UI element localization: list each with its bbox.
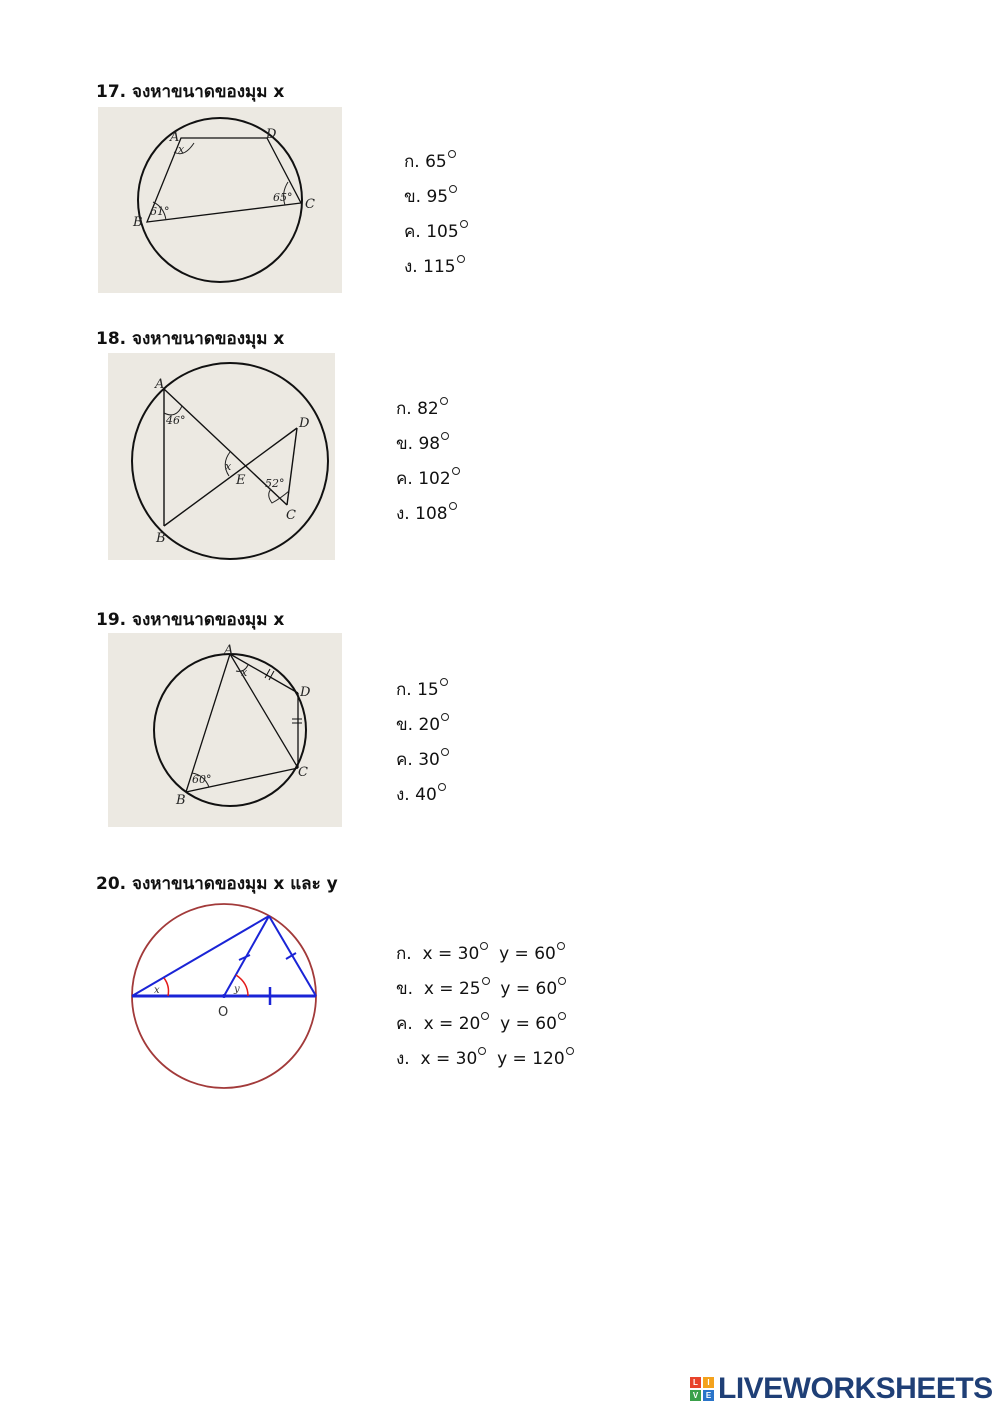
choice-y-value: y = 120: [497, 1049, 565, 1069]
choice-value: 40: [415, 785, 437, 805]
degree-icon: [482, 977, 490, 985]
label-b: B: [156, 531, 166, 546]
choice-value: 95: [426, 187, 449, 207]
label-x: x: [241, 666, 248, 679]
degree-icon: [481, 1012, 489, 1020]
choice-x-value: x = 25: [423, 979, 481, 999]
choice-c[interactable]: [404, 218, 468, 245]
choice-b[interactable]: [404, 183, 457, 210]
degree-icon: [558, 1012, 566, 1020]
degree-icon: [441, 713, 449, 721]
choice-c[interactable]: [396, 465, 460, 492]
angle-label-b: 60°: [192, 773, 212, 786]
choice-value: 115: [423, 257, 456, 277]
label-x: x: [154, 985, 160, 996]
degree-icon: [480, 942, 488, 950]
logo-letter-i: I: [703, 1377, 714, 1388]
choice-prefix: ก.: [396, 399, 412, 419]
question-18-figure: [108, 353, 335, 560]
choice-y-value: y = 60: [500, 979, 558, 999]
degree-icon: [449, 502, 457, 510]
label-x: x: [178, 143, 185, 156]
choice-b[interactable]: [396, 711, 449, 738]
choice-prefix: ง.: [396, 785, 410, 805]
choice-a[interactable]: [396, 940, 565, 967]
choice-c[interactable]: [396, 1010, 566, 1037]
label-a: A: [155, 377, 165, 392]
choice-prefix: ข.: [404, 187, 422, 207]
label-y: y: [234, 984, 240, 995]
label-o: O: [218, 1005, 229, 1020]
angle-label-c: 52°: [265, 477, 285, 490]
degree-icon: [449, 185, 457, 193]
logo-letter-v: V: [690, 1390, 701, 1401]
angle-label-b: 61°: [150, 205, 170, 218]
choice-prefix: ข.: [396, 979, 414, 999]
choice-prefix: ก.: [396, 944, 412, 964]
liveworksheets-footer: [690, 1372, 993, 1406]
label-c: C: [305, 197, 315, 212]
choice-value: 108: [415, 504, 448, 524]
choice-prefix: ค.: [396, 750, 413, 770]
degree-icon: [441, 432, 449, 440]
choice-prefix: ข.: [396, 434, 414, 454]
label-e: E: [236, 473, 246, 488]
question-18-title: 18. จงหาขนาดของมุม x: [96, 329, 285, 349]
choice-value: 30: [418, 750, 440, 770]
label-b: B: [133, 215, 143, 230]
logo-letter-e: E: [703, 1390, 714, 1401]
degree-icon: [440, 678, 448, 686]
degree-icon: [557, 942, 565, 950]
choice-b[interactable]: [396, 975, 566, 1002]
label-c: C: [286, 508, 296, 523]
degree-icon: [478, 1047, 486, 1055]
choice-prefix: ก.: [396, 680, 412, 700]
label-b: B: [176, 793, 186, 808]
question-19-title: 19. จงหาขนาดของมุม x: [96, 610, 285, 630]
degree-icon: [440, 397, 448, 405]
choice-prefix: ข.: [396, 715, 414, 735]
degree-icon: [457, 255, 465, 263]
choice-prefix: ง.: [396, 504, 410, 524]
label-a: A: [224, 643, 234, 658]
question-17-figure: [98, 107, 342, 293]
choice-c[interactable]: [396, 746, 449, 773]
degree-icon: [438, 783, 446, 791]
choice-value: 102: [418, 469, 451, 489]
choice-prefix: ง.: [404, 257, 418, 277]
label-d: D: [300, 685, 311, 700]
degree-icon: [460, 220, 468, 228]
degree-icon: [441, 748, 449, 756]
question-17-title: 17. จงหาขนาดของมุม x: [96, 82, 285, 102]
logo-letter-l: L: [690, 1377, 701, 1388]
choice-a[interactable]: [396, 676, 448, 703]
choice-value: 20: [418, 715, 441, 735]
choice-x-value: x = 30: [420, 1049, 478, 1069]
choice-prefix: ง.: [396, 1049, 410, 1069]
degree-icon: [566, 1047, 574, 1055]
choice-value: 15: [417, 680, 439, 700]
choice-prefix: ค.: [396, 469, 413, 489]
angle-label-c: 65°: [273, 191, 293, 204]
choice-x-value: x = 30: [422, 944, 480, 964]
choice-d[interactable]: [396, 1045, 574, 1072]
choice-prefix: ค.: [404, 222, 421, 242]
choice-d[interactable]: [404, 253, 465, 280]
degree-icon: [452, 467, 460, 475]
choice-y-value: y = 60: [499, 944, 556, 964]
choice-value: 105: [426, 222, 459, 242]
label-a: A: [170, 130, 180, 145]
choice-prefix: ค.: [396, 1014, 413, 1034]
choice-value: 65: [425, 152, 447, 172]
choice-value: 82: [417, 399, 439, 419]
degree-icon: [448, 150, 456, 158]
brand-name: LIVEWORKSHEETS: [718, 1372, 993, 1405]
choice-x-value: x = 20: [423, 1014, 481, 1034]
choice-y-value: y = 60: [500, 1014, 557, 1034]
angle-arc-x: [164, 978, 169, 996]
choice-d[interactable]: [396, 781, 446, 808]
label-d: D: [299, 416, 310, 431]
choice-b[interactable]: [396, 430, 449, 457]
label-d: D: [266, 127, 277, 142]
choice-a[interactable]: [404, 148, 456, 175]
choice-value: 98: [418, 434, 441, 454]
question-20-figure: [124, 898, 324, 1094]
label-x: x: [225, 460, 232, 473]
choice-d[interactable]: [396, 500, 457, 527]
question-20-title: 20. จงหาขนาดของมุม x และ y: [96, 874, 338, 894]
choice-prefix: ก.: [404, 152, 420, 172]
center-point: [222, 994, 226, 998]
label-c: C: [298, 765, 308, 780]
liveworksheets-logo-icon: [690, 1377, 714, 1401]
question-19-figure: [108, 633, 342, 827]
degree-icon: [558, 977, 566, 985]
choice-a[interactable]: [396, 395, 448, 422]
angle-label-a: 46°: [166, 414, 186, 427]
